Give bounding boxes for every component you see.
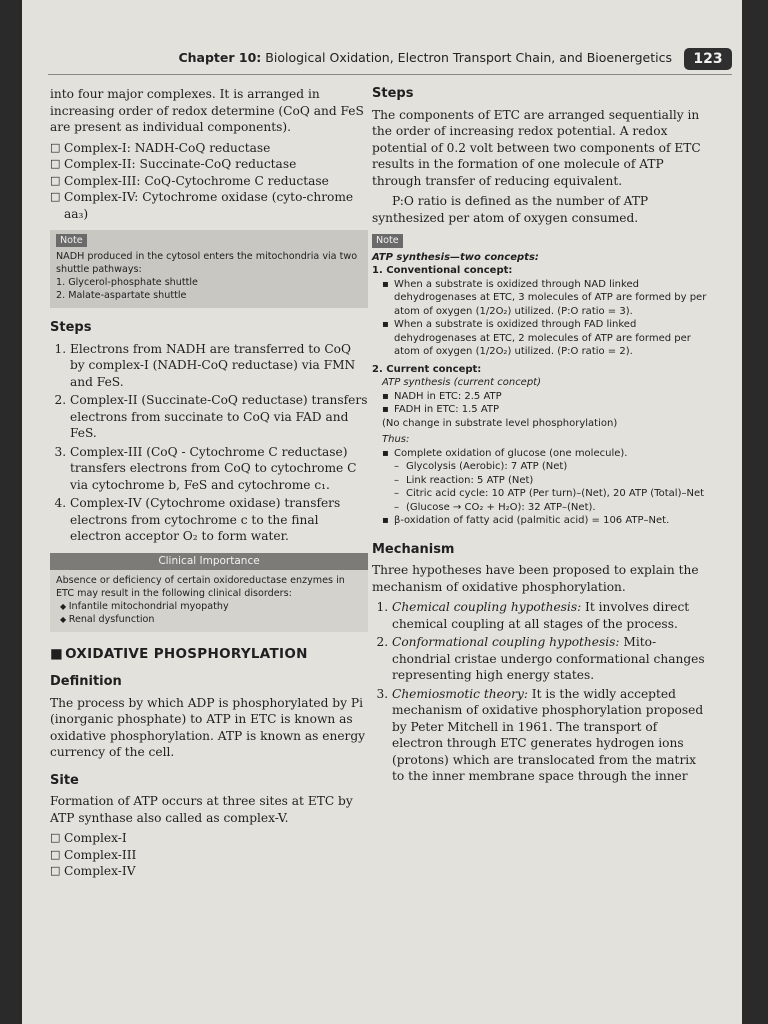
note-box — [50, 230, 368, 308]
list-item: ◆ Infantile mitochondrial myopathy — [60, 600, 362, 613]
list-item: ▪ β-oxidation of fatty acid (palmitic acid) = 106 ATP–Net. — [382, 514, 708, 528]
list-item: ◆ Renal dysfunction — [60, 613, 362, 626]
list-item: □ Complex-IV — [50, 863, 368, 880]
current-list — [372, 390, 708, 417]
clinical-text: Absence or deficiency of certain oxidoreductase enzymes in ETC may result in the following clinical disorders: — [56, 574, 345, 599]
list-item: 1. Chemical coupling hypothesis: It involves direct chemical coupling at all stages of the process. — [392, 599, 708, 632]
list-item: ▪ FADH in ETC: 1.5 ATP — [382, 403, 708, 417]
site-list — [50, 830, 368, 880]
intro-paragraph: into four major complexes. It is arranged in increasing order of redox determine (CoQ and FeS are present as individual components). — [50, 87, 364, 134]
atp-note — [372, 234, 708, 528]
conventional-heading: 1. Conventional concept: — [372, 265, 513, 276]
list-item: – Glycolysis (Aerobic): 7 ATP (Net) — [394, 460, 708, 474]
list-item: – Link reaction: 5 ATP (Net) — [394, 474, 708, 488]
thus-label: Thus: — [382, 434, 410, 445]
list-item: □ Complex-II: Succinate-CoQ reductase — [50, 156, 368, 173]
page-header — [22, 48, 742, 72]
conventional-list — [372, 278, 708, 359]
steps-heading: Steps — [372, 86, 414, 101]
page-number: 123 — [684, 48, 732, 70]
list-item: 3. Complex-III (CoQ - Cytochrome C reductase) transfers electrons from CoQ to cytochrome C via cytochrome b, FeS and cytochrome c₁. — [70, 444, 368, 494]
list-item: – Citric acid cycle: 10 ATP (Per turn)–(Net), 20 ATP (Total)–Net — [394, 487, 708, 501]
list-item: ▪ When a substrate is oxidized through FAD linked dehydrogenases at ETC, 2 molecules of ATP are formed per atom of oxygen (1/2O₂) utilized. (P:O ratio = 2). — [382, 318, 708, 359]
list-item: ▪ Complete oxidation of glucose (one molecule). — [382, 447, 708, 461]
note-item: 1. Glycerol-phosphate shuttle — [56, 277, 198, 288]
definition-heading: Definition — [50, 674, 122, 689]
list-item: ▪ When a substrate is oxidized through NAD linked dehydrogenases at ETC, 3 molecules of ATP are formed by per atom of oxygen (1/2O₂) utilized. (P:O ratio = 3). — [382, 278, 708, 319]
note-tag: Note — [56, 234, 87, 247]
mechanism-intro: Three hypotheses have been proposed to explain the mechanism of oxidative phosphorylation. — [372, 563, 699, 594]
definition-text: The process by which ADP is phosphorylated by Pi (inorganic phosphate) to ATP in ETC is known as oxidative phosphorylation. ATP is known as energy currency of the cell. — [50, 695, 366, 759]
mechanism-list — [372, 599, 708, 785]
list-item: □ Complex-I: NADH-CoQ reductase — [50, 140, 368, 157]
site-heading: Site — [50, 772, 79, 788]
po-ratio-paragraph: P:O ratio is defined as the number of ATP synthesized per atom of oxygen consumed. — [372, 194, 649, 225]
list-item: 3. Chemiosmotic theory: It is the widly accepted mechanism of oxidative phosphorylation proposed by Peter Mitchell in 1961. The transport of electron through ETC generates hydrogen ions (protons) which are translocated from the matrix to the inner membrane space through the inner — [392, 686, 708, 785]
right-column — [372, 86, 708, 787]
note-tag: Note — [372, 234, 403, 248]
list-item: □ Complex-IV: Cytochrome oxidase (cyto-chrome aa₃) — [50, 189, 368, 222]
chapter-title: Chapter 10: Biological Oxidation, Electron Transport Chain, and Bioenergetics — [178, 50, 672, 65]
mechanism-heading: Mechanism — [372, 541, 455, 557]
list-item: – (Glucose → CO₂ + H₂O): 32 ATP–(Net). — [394, 501, 708, 515]
current-sub: ATP synthesis (current concept) — [382, 377, 542, 388]
section-heading: ■ OXIDATIVE PHOSPHORYLATION — [50, 646, 368, 663]
steps-paragraph: The components of ETC are arranged sequentially in the order of increasing redox potential. A redox potential of 0.2 volt between two components of ETC results in the formation of one molecule of ATP through transfer of reducing equivalent. — [372, 107, 701, 188]
list-item: □ Complex-I — [50, 830, 368, 847]
list-item: ▪ NADH in ETC: 2.5 ATP — [382, 390, 708, 404]
list-item: □ Complex-III: CoQ-Cytochrome C reductase — [50, 173, 368, 190]
list-item: 1. Electrons from NADH are transferred to CoQ by complex-I (NADH-CoQ reductase) via FMN and FeS. — [70, 341, 368, 391]
beta-oxidation-list — [372, 514, 708, 528]
textbook-page — [22, 0, 742, 1024]
glucose-list — [372, 460, 708, 514]
steps-list — [50, 341, 368, 545]
note-text: NADH produced in the cytosol enters the mitochondria via two shuttle pathways: — [56, 251, 358, 275]
header-rule — [48, 74, 732, 75]
left-column — [50, 86, 368, 880]
note-title: ATP synthesis—two concepts: — [372, 251, 539, 263]
clinical-title: Clinical Importance — [50, 553, 368, 570]
steps-heading: Steps — [50, 320, 92, 335]
oxidation-list — [372, 447, 708, 461]
list-item: □ Complex-III — [50, 847, 368, 864]
list-item: 2. Conformational coupling hypothesis: Mito-chondrial cristae undergo conformational changes representing high energy states. — [392, 634, 708, 684]
clinical-list — [56, 600, 362, 626]
list-item: 4. Complex-IV (Cytochrome oxidase) transfers electrons from cytochrome c to the final electron acceptor O₂ to form water. — [70, 495, 368, 545]
clinical-importance-box — [50, 553, 368, 632]
site-text: Formation of ATP occurs at three sites at ETC by ATP synthase also called as complex-V. — [50, 794, 353, 825]
list-item: 2. Complex-II (Succinate-CoQ reductase) transfers electrons from succinate to CoQ via FAD and FeS. — [70, 392, 368, 442]
current-paren: (No change in substrate level phosphorylation) — [382, 417, 618, 429]
complex-list — [50, 140, 368, 223]
current-heading: 2. Current concept: — [372, 363, 482, 375]
note-item: 2. Malate-aspartate shuttle — [56, 290, 187, 301]
